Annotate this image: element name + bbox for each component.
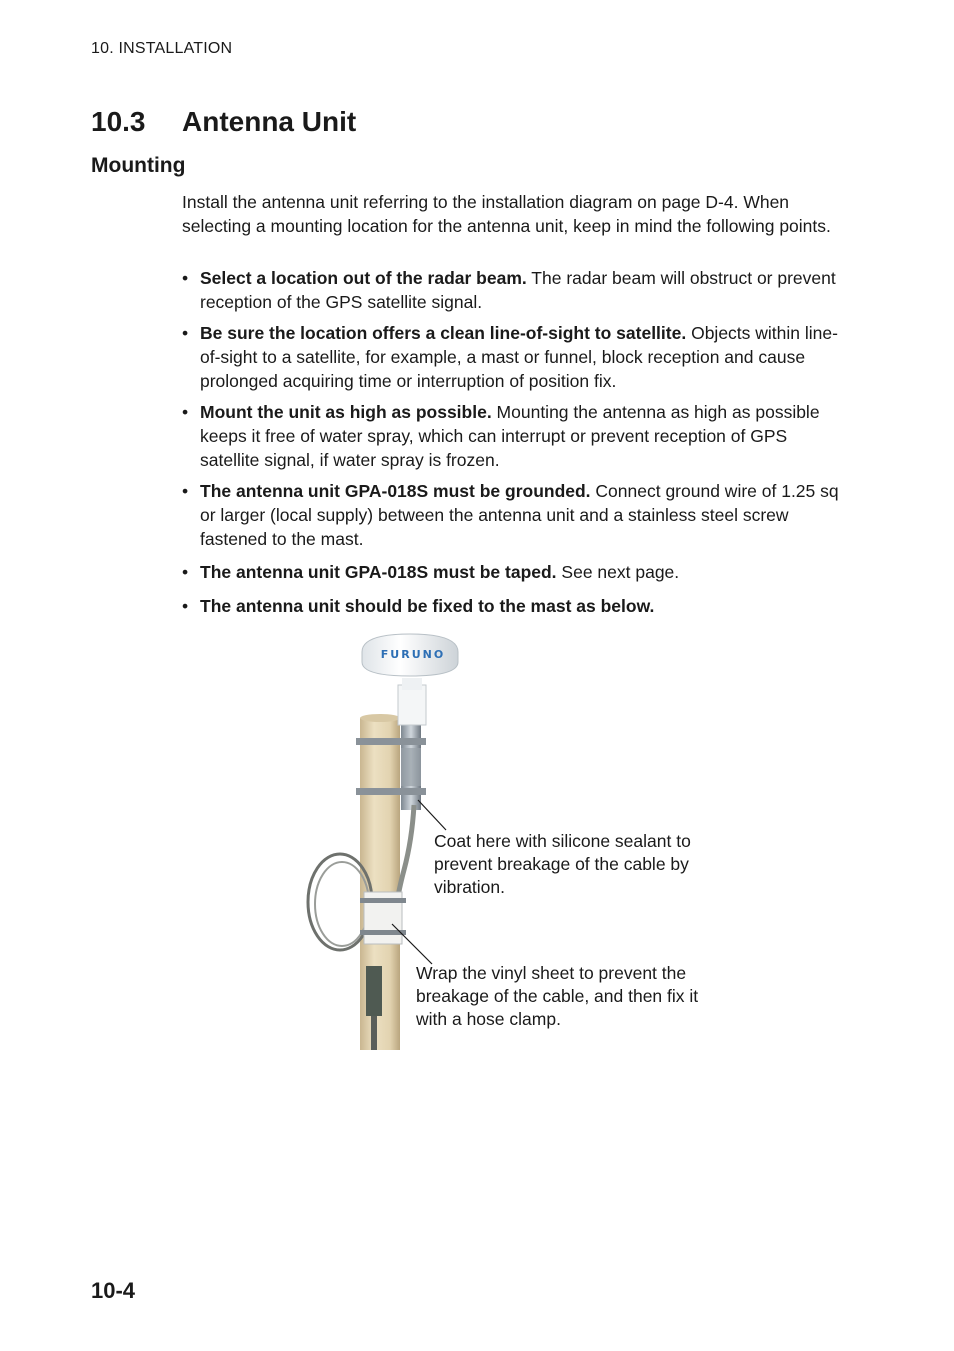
list-item — [182, 479, 842, 551]
subsection-title: Mounting — [91, 154, 186, 177]
bullet-bold-text: The antenna unit GPA-018S must be grounded. — [200, 481, 591, 501]
bullet-bold-text: The antenna unit GPA-018S must be taped. — [200, 562, 557, 582]
running-head: 10. INSTALLATION — [91, 40, 233, 57]
intro-paragraph: Install the antenna unit referring to the installation diagram on page D-4. When selecting a mounting location for the antenna unit, keep in mind the following points. — [182, 192, 831, 236]
bullet-bold-text: The antenna unit should be fixed to the mast as below. — [200, 596, 655, 616]
bullet-text: See next page. — [556, 562, 680, 582]
bullet-text: The radar beam will obstruct or prevent reception of the GPS satellite signal. — [200, 268, 836, 312]
list-item — [182, 266, 842, 314]
bullet-icon: • — [182, 323, 189, 343]
bullet-text: Objects within line-of-sight to a satellite, for example, a mast or funnel, block reception and cause prolonged acquiring time or interruption of position fix. — [200, 323, 838, 391]
hose-clamp — [356, 738, 426, 745]
bullet-bold-text: Select a location out of the radar beam. — [200, 268, 527, 288]
bullet-bold-text: Be sure the location offers a clean line-of-sight to satellite. — [200, 323, 687, 343]
bullet-list — [182, 266, 842, 618]
leader-line-1 — [418, 800, 446, 830]
bullet-text: Connect ground wire of 1.25 sq or larger (local supply) between the antenna unit and a stainless steel screw fastened to the mast. — [200, 481, 839, 549]
bullet-icon: • — [182, 481, 189, 501]
bullet-icon: • — [182, 402, 189, 422]
list-item — [182, 594, 842, 618]
callout-vinyl-sheet: Wrap the vinyl sheet to prevent the breakage of the cable, and then fix it with a hose clamp. — [416, 963, 699, 1029]
page-number: 10-4 — [91, 1278, 136, 1303]
callout-silicone-sealant: Coat here with silicone sealant to prevent breakage of the cable by vibration. — [434, 831, 691, 897]
list-item — [182, 321, 842, 393]
list-item — [182, 400, 842, 472]
bullet-text: Mounting the antenna as high as possible keeps it free of water spray, which can interrupt or prevent reception of GPS satellite signal, if water spray is frozen. — [200, 402, 820, 470]
bullet-icon: • — [182, 268, 189, 288]
cable-connector — [366, 966, 382, 1016]
bullet-bold-text: Mount the unit as high as possible. — [200, 402, 492, 422]
section-title — [91, 106, 356, 138]
furuno-logo: FURUNO — [380, 648, 446, 661]
bullet-icon: • — [182, 562, 189, 582]
hose-clamp — [360, 898, 406, 903]
section-number: 10.3 — [91, 106, 146, 137]
list-item — [182, 560, 842, 584]
section-title-text: Antenna Unit — [182, 106, 357, 137]
bullet-icon: • — [182, 596, 189, 616]
hose-clamp — [356, 788, 426, 795]
